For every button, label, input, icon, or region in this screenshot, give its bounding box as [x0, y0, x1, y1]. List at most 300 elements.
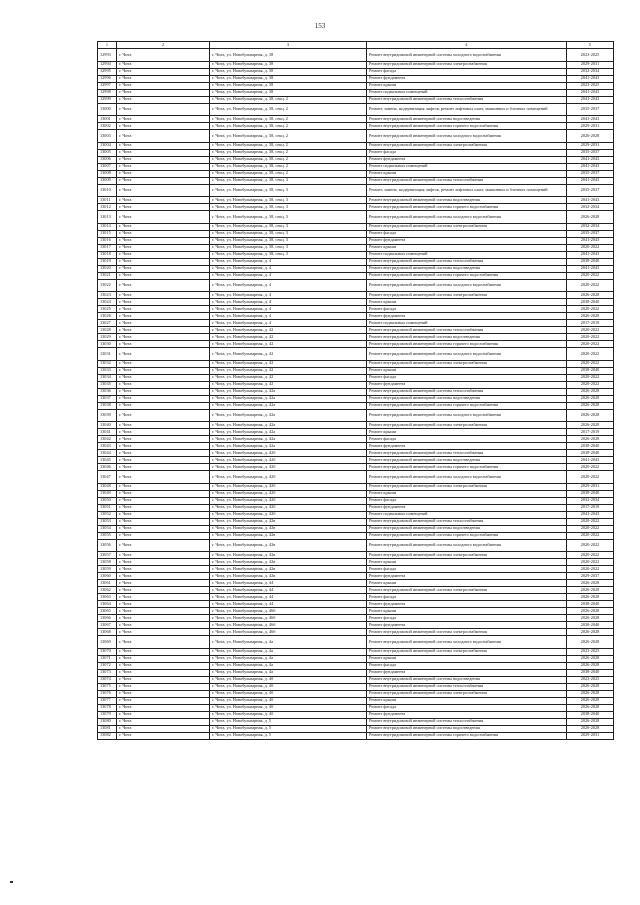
row-number-cell: 13056 — [98, 539, 117, 552]
work-type-cell: Ремонт фундамента — [367, 601, 567, 608]
period-cell: 2029-2037 — [567, 573, 614, 580]
table-row — [98, 313, 614, 320]
table-row — [98, 130, 614, 143]
address-cell: г. Чита, ул. Новобульварная, д. 38, секц. 3 — [210, 197, 367, 204]
table-row — [98, 580, 614, 587]
address-cell: г. Чита, ул. Новобульварная, д. 4б — [210, 711, 367, 718]
address-cell: г. Чита, ул. Новобульварная, д. 38, секц. 2 — [210, 156, 367, 163]
period-cell: 2023-2025 — [567, 676, 614, 683]
table-row — [98, 436, 614, 443]
address-cell: г. Чита, ул. Новобульварная, д. 38 — [210, 49, 367, 62]
row-number-cell: 13081 — [98, 725, 117, 732]
municipality-cell: г. Чита — [117, 170, 210, 177]
municipality-cell: г. Чита — [117, 676, 210, 683]
municipality-cell: г. Чита — [117, 177, 210, 184]
work-type-cell: Ремонт подвальных помещений — [367, 511, 567, 518]
period-cell: 2029-2031 — [567, 123, 614, 130]
work-type-cell: Ремонт фундамента — [367, 75, 567, 82]
row-number-cell: 13029 — [98, 334, 117, 341]
address-cell: г. Чита, ул. Новобульварная, д. 42 — [210, 360, 367, 367]
municipality-cell: г. Чита — [117, 279, 210, 292]
municipality-cell: г. Чита — [117, 395, 210, 402]
row-number-cell: 13079 — [98, 711, 117, 718]
municipality-cell: г. Чита — [117, 223, 210, 230]
table-row — [98, 601, 614, 608]
row-number-cell: 13015 — [98, 230, 117, 237]
work-type-cell: Ремонт внутридомовой инженерной системы водоотведения — [367, 265, 567, 272]
period-cell: 2035-2037 — [567, 184, 614, 197]
table-row — [98, 483, 614, 490]
row-number-cell: 13071 — [98, 655, 117, 662]
row-number-cell: 13018 — [98, 251, 117, 258]
table-row — [98, 552, 614, 559]
address-cell: г. Чита, ул. Новобульварная, д. 38, секц. 2 — [210, 170, 367, 177]
address-cell: г. Чита, ул. Новобульварная, д. 42а — [210, 429, 367, 436]
period-cell: 2020-2022 — [567, 381, 614, 388]
address-cell: г. Чита, ул. Новобульварная, д. 38 — [210, 75, 367, 82]
period-cell: 2026-2028 — [567, 662, 614, 669]
period-cell: 2020-2022 — [567, 539, 614, 552]
period-cell: 2026-2028 — [567, 587, 614, 594]
address-cell: г. Чита, ул. Новобульварная, д. 46б — [210, 615, 367, 622]
period-cell: 2026-2028 — [567, 636, 614, 649]
address-cell: г. Чита, ул. Новобульварная, д. 4 — [210, 320, 367, 327]
row-number-cell: 13026 — [98, 313, 117, 320]
row-number-cell: 12996 — [98, 75, 117, 82]
table-row — [98, 306, 614, 313]
work-type-cell: Ремонт внутридомовой инженерной системы горячего водоснабжения — [367, 732, 567, 739]
work-type-cell: Ремонт фасада — [367, 615, 567, 622]
address-cell: г. Чита, ул. Новобульварная, д. 46б — [210, 608, 367, 615]
work-type-cell: Ремонт внутридомовой инженерной системы холодного водоснабжения — [367, 471, 567, 484]
table-row — [98, 197, 614, 204]
header-cell: 3 — [210, 42, 367, 49]
address-cell: г. Чита, ул. Новобульварная, д. 42 — [210, 367, 367, 374]
municipality-cell: г. Чита — [117, 348, 210, 361]
address-cell: г. Чита, ул. Новобульварная, д. 42 — [210, 374, 367, 381]
row-number-cell: 13000 — [98, 103, 117, 116]
work-type-cell: Ремонт внутридомовой инженерной системы холодного водоснабжения — [367, 348, 567, 361]
municipality-cell: г. Чита — [117, 490, 210, 497]
table-row — [98, 177, 614, 184]
work-type-cell: Ремонт крыши — [367, 170, 567, 177]
row-number-cell: 13082 — [98, 732, 117, 739]
work-type-cell: Ремонт внутридомовой инженерной системы теплоснабжения — [367, 388, 567, 395]
table-row — [98, 566, 614, 573]
address-cell: г. Чита, ул. Новобульварная, д. 42в — [210, 539, 367, 552]
municipality-cell: г. Чита — [117, 149, 210, 156]
work-type-cell: Ремонт фундамента — [367, 381, 567, 388]
address-cell: г. Чита, ул. Новобульварная, д. 42а — [210, 422, 367, 429]
row-number-cell: 13043 — [98, 443, 117, 450]
municipality-cell: г. Чита — [117, 204, 210, 211]
work-type-cell: Ремонт внутридомовой инженерной системы теплоснабжения — [367, 518, 567, 525]
work-type-cell: Ремонт внутридомовой инженерной системы холодного водоснабжения — [367, 279, 567, 292]
table-row — [98, 490, 614, 497]
work-type-cell: Ремонт фасада — [367, 436, 567, 443]
row-number-cell: 13074 — [98, 676, 117, 683]
work-type-cell: Ремонт фундамента — [367, 156, 567, 163]
row-number-cell: 13080 — [98, 718, 117, 725]
table-row — [98, 258, 614, 265]
address-cell: г. Чита, ул. Новобульварная, д. 38, секц. 3 — [210, 211, 367, 224]
table-row — [98, 156, 614, 163]
address-cell: г. Чита, ул. Новобульварная, д. 38, секц. 2 — [210, 163, 367, 170]
table-row — [98, 149, 614, 156]
address-cell: г. Чита, ул. Новобульварная, д. 38, секц. 2 — [210, 149, 367, 156]
municipality-cell: г. Чита — [117, 68, 210, 75]
table-row — [98, 244, 614, 251]
row-number-cell: 13037 — [98, 395, 117, 402]
table-row — [98, 327, 614, 334]
table-row — [98, 683, 614, 690]
municipality-cell: г. Чита — [117, 123, 210, 130]
table-row — [98, 237, 614, 244]
row-number-cell: 13062 — [98, 587, 117, 594]
work-type-cell: Ремонт внутридомовой инженерной системы водоотведения — [367, 725, 567, 732]
row-number-cell: 13034 — [98, 374, 117, 381]
table-row — [98, 123, 614, 130]
row-number-cell: 13035 — [98, 381, 117, 388]
period-cell: 2026-2028 — [567, 697, 614, 704]
municipality-cell: г. Чита — [117, 587, 210, 594]
period-cell: 2023-2025 — [567, 82, 614, 89]
period-cell: 2026-2028 — [567, 436, 614, 443]
municipality-cell: г. Чита — [117, 265, 210, 272]
table-row — [98, 82, 614, 89]
address-cell: г. Чита, ул. Новобульварная, д. 38, секц. 2 — [210, 123, 367, 130]
address-cell: г. Чита, ул. Новобульварная, д. 4а — [210, 648, 367, 655]
row-number-cell: 13076 — [98, 690, 117, 697]
address-cell: г. Чита, ул. Новобульварная, д. 42 — [210, 341, 367, 348]
municipality-cell: г. Чита — [117, 580, 210, 587]
row-number-cell: 13027 — [98, 320, 117, 327]
municipality-cell: г. Чита — [117, 244, 210, 251]
period-cell: 2020-2022 — [567, 532, 614, 539]
row-number-cell: 13046 — [98, 464, 117, 471]
period-cell: 2020-2022 — [567, 518, 614, 525]
address-cell: г. Чита, ул. Новобульварная, д. 4 — [210, 265, 367, 272]
table-row — [98, 471, 614, 484]
address-cell: г. Чита, ул. Новобульварная, д. 4 — [210, 292, 367, 299]
period-cell: 2026-2028 — [567, 422, 614, 429]
work-type-cell: Ремонт внутридомовой инженерной системы горячего водоснабжения — [367, 272, 567, 279]
address-cell: г. Чита, ул. Новобульварная, д. 38 — [210, 61, 367, 68]
municipality-cell: г. Чита — [117, 163, 210, 170]
period-cell: 2038-2040 — [567, 490, 614, 497]
address-cell: г. Чита, ул. Новобульварная, д. 4б — [210, 690, 367, 697]
work-type-cell: Ремонт внутридомовой инженерной системы холодного водоснабжения — [367, 130, 567, 143]
work-type-cell: Ремонт внутридомовой инженерной системы горячего водоснабжения — [367, 341, 567, 348]
address-cell: г. Чита, ул. Новобульварная, д. 44 — [210, 580, 367, 587]
row-number-cell: 13022 — [98, 279, 117, 292]
period-cell: 2032-2034 — [567, 68, 614, 75]
row-number-cell: 13075 — [98, 683, 117, 690]
address-cell: г. Чита, ул. Новобульварная, д. 38, секц. 3 — [210, 204, 367, 211]
row-number-cell: 12994 — [98, 61, 117, 68]
period-cell: 2026-2028 — [567, 629, 614, 636]
municipality-cell: г. Чита — [117, 89, 210, 96]
header-cell: 4 — [367, 42, 567, 49]
row-number-cell: 13005 — [98, 149, 117, 156]
table-row — [98, 457, 614, 464]
row-number-cell: 13031 — [98, 348, 117, 361]
period-cell: 2026-2028 — [567, 388, 614, 395]
work-type-cell: Ремонт подвальных помещений — [367, 320, 567, 327]
municipality-cell: г. Чита — [117, 497, 210, 504]
address-cell: г. Чита, ул. Новобульварная, д. 38, секц. 2 — [210, 103, 367, 116]
period-cell: 2026-2028 — [567, 683, 614, 690]
period-cell: 2020-2022 — [567, 272, 614, 279]
address-cell: г. Чита, ул. Новобульварная, д. 42 — [210, 334, 367, 341]
table-row — [98, 422, 614, 429]
work-type-cell: Ремонт фундамента — [367, 573, 567, 580]
row-number-cell: 13059 — [98, 566, 117, 573]
work-type-cell: Ремонт крыши — [367, 82, 567, 89]
municipality-cell: г. Чита — [117, 75, 210, 82]
work-type-cell: Ремонт крыши — [367, 580, 567, 587]
row-number-cell: 13063 — [98, 594, 117, 601]
municipality-cell: г. Чита — [117, 443, 210, 450]
period-cell: 2017-2019 — [567, 504, 614, 511]
period-cell: 2029-2031 — [567, 142, 614, 149]
address-cell: г. Чита, ул. Новобульварная, д. 42 — [210, 327, 367, 334]
period-cell: 2026-2028 — [567, 718, 614, 725]
address-cell: г. Чита, ул. Новобульварная, д. 42в — [210, 525, 367, 532]
address-cell: г. Чита, ул. Новобульварная, д. 42в — [210, 559, 367, 566]
address-cell: г. Чита, ул. Новобульварная, д. 44 — [210, 587, 367, 594]
row-number-cell: 13032 — [98, 360, 117, 367]
table-row — [98, 518, 614, 525]
row-number-cell: 13004 — [98, 142, 117, 149]
work-type-cell: Ремонт внутридомовой инженерной системы теплоснабжения — [367, 450, 567, 457]
table-row — [98, 96, 614, 103]
period-cell: 2020-2022 — [567, 559, 614, 566]
municipality-cell: г. Чита — [117, 636, 210, 649]
period-cell: 2020-2022 — [567, 279, 614, 292]
period-cell: 2026-2028 — [567, 580, 614, 587]
period-cell: 2038-2040 — [567, 443, 614, 450]
work-type-cell: Ремонт фундамента — [367, 504, 567, 511]
period-cell: 2041-2043 — [567, 96, 614, 103]
municipality-cell: г. Чита — [117, 525, 210, 532]
municipality-cell: г. Чита — [117, 511, 210, 518]
header-row — [98, 42, 614, 49]
municipality-cell: г. Чита — [117, 334, 210, 341]
period-cell: 2041-2043 — [567, 511, 614, 518]
work-type-cell: Ремонт внутридомовой инженерной системы водоотведения — [367, 197, 567, 204]
period-cell: 2026-2028 — [567, 409, 614, 422]
period-cell: 2026-2028 — [567, 704, 614, 711]
row-number-cell: 13049 — [98, 490, 117, 497]
work-type-cell: Ремонт фасада — [367, 704, 567, 711]
address-cell: г. Чита, ул. Новобульварная, д. 4 — [210, 299, 367, 306]
work-type-cell: Ремонт внутридомовой инженерной системы электроснабжения — [367, 422, 567, 429]
table-row — [98, 395, 614, 402]
municipality-cell: г. Чита — [117, 429, 210, 436]
address-cell: г. Чита, ул. Новобульварная, д. 42в — [210, 566, 367, 573]
period-cell: 2041-2043 — [567, 237, 614, 244]
row-number-cell: 13007 — [98, 163, 117, 170]
address-cell: г. Чита, ул. Новобульварная, д. 38, секц. 3 — [210, 230, 367, 237]
row-number-cell: 13078 — [98, 704, 117, 711]
table-row — [98, 334, 614, 341]
row-number-cell: 12993 — [98, 49, 117, 62]
period-cell: 2026-2028 — [567, 211, 614, 224]
municipality-cell: г. Чита — [117, 594, 210, 601]
period-cell: 2020-2022 — [567, 525, 614, 532]
period-cell: 2038-2040 — [567, 601, 614, 608]
row-number-cell: 13070 — [98, 648, 117, 655]
period-cell: 2032-2034 — [567, 223, 614, 230]
municipality-cell: г. Чита — [117, 211, 210, 224]
address-cell: г. Чита, ул. Новобульварная, д. 38, секц. 3 — [210, 177, 367, 184]
period-cell: 2026-2028 — [567, 615, 614, 622]
row-number-cell: 13045 — [98, 457, 117, 464]
work-type-cell: Ремонт внутридомовой инженерной системы электроснабжения — [367, 223, 567, 230]
table-row — [98, 68, 614, 75]
period-cell: 2038-2040 — [567, 711, 614, 718]
period-cell: 2020-2022 — [567, 334, 614, 341]
address-cell: г. Чита, ул. Новобульварная, д. 4 — [210, 306, 367, 313]
table-row — [98, 511, 614, 518]
period-cell: 2026-2028 — [567, 608, 614, 615]
work-type-cell: Ремонт крыши — [367, 608, 567, 615]
row-number-cell: 13072 — [98, 662, 117, 669]
period-cell: 2020-2022 — [567, 360, 614, 367]
municipality-cell: г. Чита — [117, 518, 210, 525]
work-type-cell: Ремонт внутридомовой инженерной системы электроснабжения — [367, 142, 567, 149]
address-cell: г. Чита, ул. Новобульварная, д. 4б — [210, 683, 367, 690]
municipality-cell: г. Чита — [117, 306, 210, 313]
period-cell: 2020-2022 — [567, 464, 614, 471]
work-type-cell: Ремонт внутридомовой инженерной системы горячего водоснабжения — [367, 464, 567, 471]
period-cell: 2038-2040 — [567, 622, 614, 629]
table-row — [98, 559, 614, 566]
table-row — [98, 402, 614, 409]
table-row — [98, 292, 614, 299]
table-row — [98, 615, 614, 622]
table-row — [98, 464, 614, 471]
table-row — [98, 75, 614, 82]
address-cell: г. Чита, ул. Новобульварная, д. 38 — [210, 68, 367, 75]
address-cell: г. Чита, ул. Новобульварная, д. 42в — [210, 532, 367, 539]
municipality-cell: г. Чита — [117, 197, 210, 204]
work-type-cell: Ремонт фундамента — [367, 669, 567, 676]
municipality-cell: г. Чита — [117, 711, 210, 718]
address-cell: г. Чита, ул. Новобульварная, д. 4а — [210, 662, 367, 669]
municipality-cell: г. Чита — [117, 327, 210, 334]
municipality-cell: г. Чита — [117, 566, 210, 573]
work-type-cell: Ремонт внутридомовой инженерной системы водоотведения — [367, 525, 567, 532]
table-row — [98, 504, 614, 511]
municipality-cell: г. Чита — [117, 697, 210, 704]
municipality-cell: г. Чита — [117, 471, 210, 484]
period-cell: 2041-2043 — [567, 265, 614, 272]
table-row — [98, 409, 614, 422]
work-type-cell: Ремонт фундамента — [367, 443, 567, 450]
table-row — [98, 587, 614, 594]
period-cell: 2038-2040 — [567, 669, 614, 676]
municipality-cell: г. Чита — [117, 483, 210, 490]
page-number: 153 — [314, 22, 326, 30]
row-number-cell: 13033 — [98, 367, 117, 374]
municipality-cell: г. Чита — [117, 142, 210, 149]
table-row — [98, 374, 614, 381]
address-cell: г. Чита, ул. Новобульварная, д. 38, секц. 3 — [210, 237, 367, 244]
address-cell: г. Чита, ул. Новобульварная, д. 42б — [210, 497, 367, 504]
address-cell: г. Чита, ул. Новобульварная, д. 4 — [210, 279, 367, 292]
table-row — [98, 629, 614, 636]
table-row — [98, 525, 614, 532]
table-row — [98, 251, 614, 258]
municipality-cell: г. Чита — [117, 669, 210, 676]
address-cell: г. Чита, ул. Новобульварная, д. 4а — [210, 636, 367, 649]
work-type-cell: Ремонт внутридомовой инженерной системы электроснабжения — [367, 690, 567, 697]
row-number-cell: 13060 — [98, 573, 117, 580]
municipality-cell: г. Чита — [117, 299, 210, 306]
address-cell: г. Чита, ул. Новобульварная, д. 42в — [210, 518, 367, 525]
header-cell: 2 — [117, 42, 210, 49]
work-type-cell: Ремонт фасада — [367, 662, 567, 669]
row-number-cell: 13016 — [98, 237, 117, 244]
municipality-cell: г. Чита — [117, 388, 210, 395]
work-type-cell: Ремонт внутридомовой инженерной системы горячего водоснабжения — [367, 532, 567, 539]
row-number-cell: 12999 — [98, 96, 117, 103]
address-cell: г. Чита, ул. Новобульварная, д. 5 — [210, 732, 367, 739]
table-row — [98, 367, 614, 374]
row-number-cell: 13044 — [98, 450, 117, 457]
address-cell: г. Чита, ул. Новобульварная, д. 42б — [210, 483, 367, 490]
table-row — [98, 704, 614, 711]
address-cell: г. Чита, ул. Новобульварная, д. 4а — [210, 655, 367, 662]
municipality-cell: г. Чита — [117, 648, 210, 655]
address-cell: г. Чита, ул. Новобульварная, д. 38, секц. 2 — [210, 96, 367, 103]
municipality-cell: г. Чита — [117, 130, 210, 143]
municipality-cell: г. Чита — [117, 552, 210, 559]
municipality-cell: г. Чита — [117, 608, 210, 615]
work-type-cell: Ремонт внутридомовой инженерной системы электроснабжения — [367, 483, 567, 490]
table-row — [98, 163, 614, 170]
address-cell: г. Чита, ул. Новобульварная, д. 42а — [210, 402, 367, 409]
work-type-cell: Ремонт крыши — [367, 697, 567, 704]
table-row — [98, 223, 614, 230]
document-table — [97, 41, 614, 740]
table-row — [98, 49, 614, 62]
table-row — [98, 388, 614, 395]
municipality-cell: г. Чита — [117, 601, 210, 608]
row-number-cell: 13041 — [98, 429, 117, 436]
work-type-cell: Ремонт фундамента — [367, 313, 567, 320]
row-number-cell: 13014 — [98, 223, 117, 230]
work-type-cell: Ремонт внутридомовой инженерной системы водоотведения — [367, 395, 567, 402]
work-type-cell: Ремонт фасада — [367, 497, 567, 504]
row-number-cell: 13051 — [98, 504, 117, 511]
work-type-cell: Ремонт внутридомовой инженерной системы водоотведения — [367, 676, 567, 683]
address-cell: г. Чита, ул. Новобульварная, д. 38, секц. 2 — [210, 130, 367, 143]
table-row — [98, 655, 614, 662]
address-cell: г. Чита, ул. Новобульварная, д. 44 — [210, 601, 367, 608]
municipality-cell: г. Чита — [117, 292, 210, 299]
table-row — [98, 381, 614, 388]
municipality-cell: г. Чита — [117, 457, 210, 464]
municipality-cell: г. Чита — [117, 103, 210, 116]
address-cell: г. Чита, ул. Новобульварная, д. 42а — [210, 395, 367, 402]
table-row — [98, 622, 614, 629]
row-number-cell: 13053 — [98, 518, 117, 525]
period-cell: 2023-2025 — [567, 49, 614, 62]
work-type-cell: Ремонт крыши — [367, 299, 567, 306]
